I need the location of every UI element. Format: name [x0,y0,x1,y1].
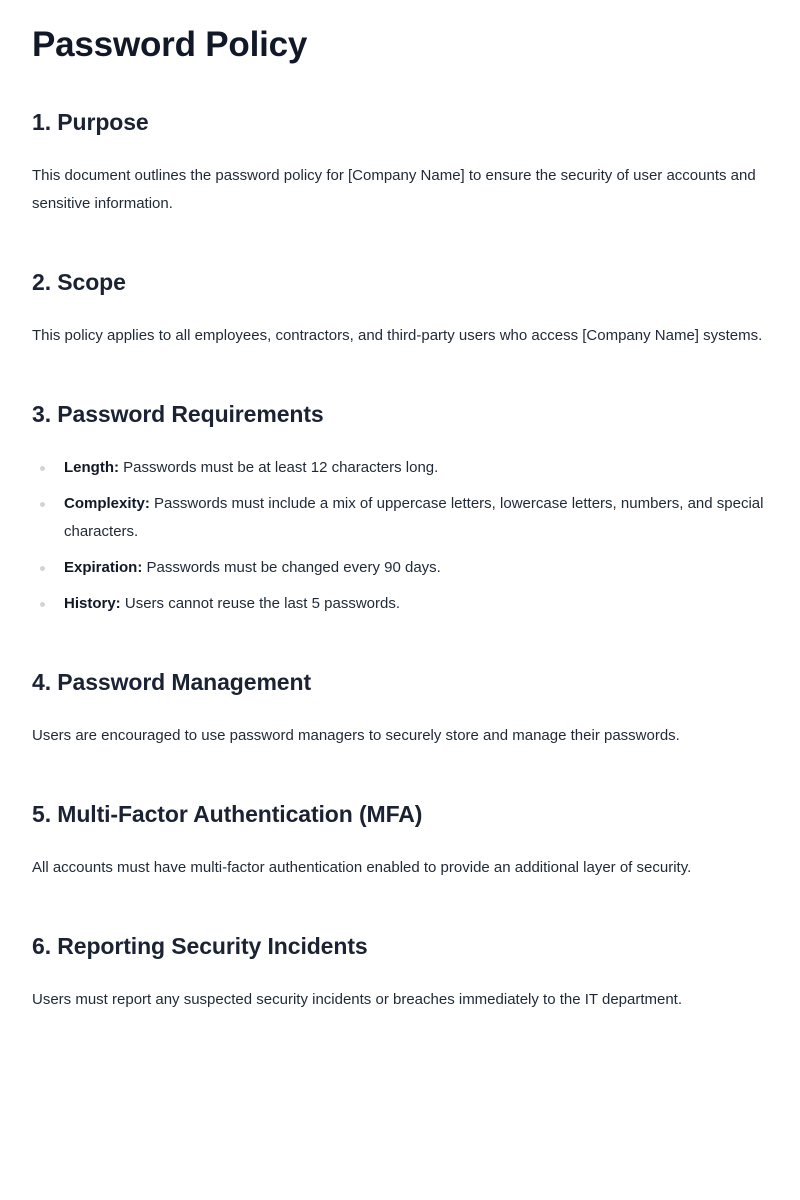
requirement-text: Passwords must be changed every 90 days. [146,559,441,576]
bullet-icon [40,602,45,607]
requirement-term: Complexity: [64,495,150,512]
section-heading: 5. Multi-Factor Authentication (MFA) [32,801,423,827]
section-heading: 3. Password Requirements [32,401,324,427]
section-body: Users are encouraged to use password managers to securely store and manage their passwords. [32,727,680,744]
requirement-term: History: [64,595,121,612]
requirement-text: Passwords must include a mix of uppercase letters, lowercase letters, numbers, and special characters. [64,495,764,540]
list-item [32,490,768,546]
page-title: Password Policy [32,25,308,64]
section-heading: 1. Purpose [32,109,149,135]
section-purpose [32,107,768,218]
bullet-icon [40,566,45,571]
bullet-icon [40,466,45,471]
list-item [32,590,768,618]
requirement-text: Passwords must be at least 12 characters long. [123,459,439,476]
requirement-term: Expiration: [64,559,143,576]
bullet-icon [40,502,45,507]
list-item [32,454,768,482]
section-body: This document outlines the password policy for [Company Name] to ensure the security of user accounts and sensitive information. [32,167,756,212]
section-reporting-security-incidents [32,931,768,1014]
section-body: Users must report any suspected security incidents or breaches immediately to the IT department. [32,991,683,1008]
section-password-management [32,667,768,750]
list-item [32,554,768,582]
section-password-requirements [32,399,768,618]
section-body: All accounts must have multi-factor authentication enabled to provide an additional layer of security. [32,859,692,876]
section-heading: 2. Scope [32,269,126,295]
section-scope [32,267,768,350]
requirement-term: Length: [64,459,119,476]
section-mfa [32,799,768,882]
section-body: This policy applies to all employees, contractors, and third-party users who access [Company Name] systems. [32,327,763,344]
requirements-list [32,454,768,618]
requirement-text: Users cannot reuse the last 5 passwords. [124,595,400,612]
section-heading: 6. Reporting Security Incidents [32,933,368,959]
section-heading: 4. Password Management [32,669,311,695]
